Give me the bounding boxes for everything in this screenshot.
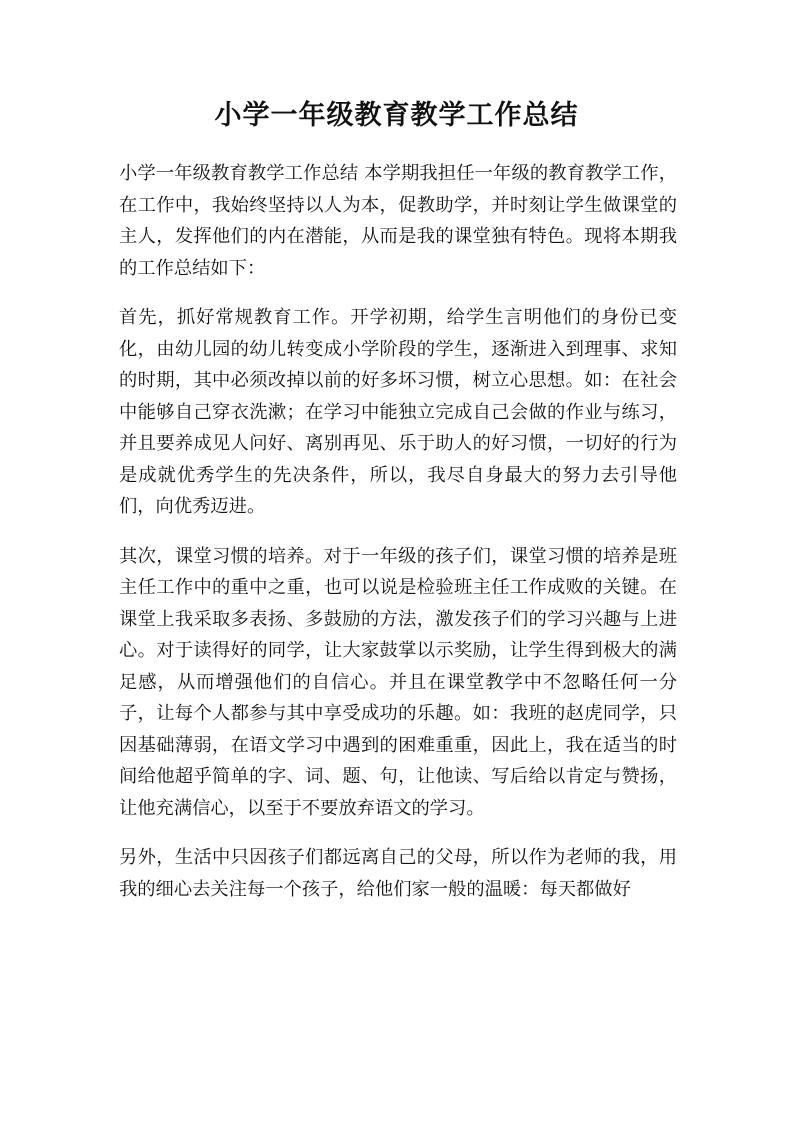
paragraph-intro: 小学一年级教育教学工作总结 本学期我担任一年级的教育教学工作，在工作中，我始终坚持以人为本，促教助学，并时刻让学生做课堂的主人，发挥他们的内在潜能，从而是我的课堂独有特色。现将本期我的工作总结如下： bbox=[119, 163, 677, 279]
document-body bbox=[119, 158, 677, 923]
paragraph-first: 首先，抓好常规教育工作。开学初期，给学生言明他们的身份已变化，由幼儿园的幼儿转变成小学阶段的学生，逐渐进入到理事、求知的时期，其中必须改掉以前的好多坏习惯，树立心思想。如：在社会中能够自己穿衣洗漱；在学习中能独立完成自己会做的作业与练习，并且要养成见人问好、离别再见、乐于助人的好习惯，一切好的行为是成就优秀学生的先决条件，所以，我尽自身最大的努力去引导他们，向优秀迈进。 bbox=[119, 307, 677, 517]
document-title: 小学一年级教育教学工作总结 bbox=[214, 100, 579, 131]
paragraph-second: 其次，课堂习惯的培养。对于一年级的孩子们，课堂习惯的培养是班主任工作中的重中之重，也可以说是检验班主任工作成败的关键。在课堂上我采取多表扬、多鼓励的方法，激发孩子们的学习兴趣与上进心。对于读得好的同学，让大家鼓掌以示奖励，让学生得到极大的满足感，从而增强他们的自信心。并且在课堂教学中不忽略任何一分子，让每个人都参与其中享受成功的乐趣。如：我班的赵虎同学，只因基础薄弱，在语文学习中遇到的困难重重，因此上，我在适当的时间给他超乎简单的字、词、题、句，让他读、写后给以肯定与赞扬，让他充满信心，以至于不要放弃语文的学习。 bbox=[119, 545, 677, 819]
paragraph-third: 另外，生活中只因孩子们都远离自己的父母，所以作为老师的我，用我的细心去关注每一个孩子，给他们家一般的温暖：每天都做好 bbox=[119, 847, 677, 900]
